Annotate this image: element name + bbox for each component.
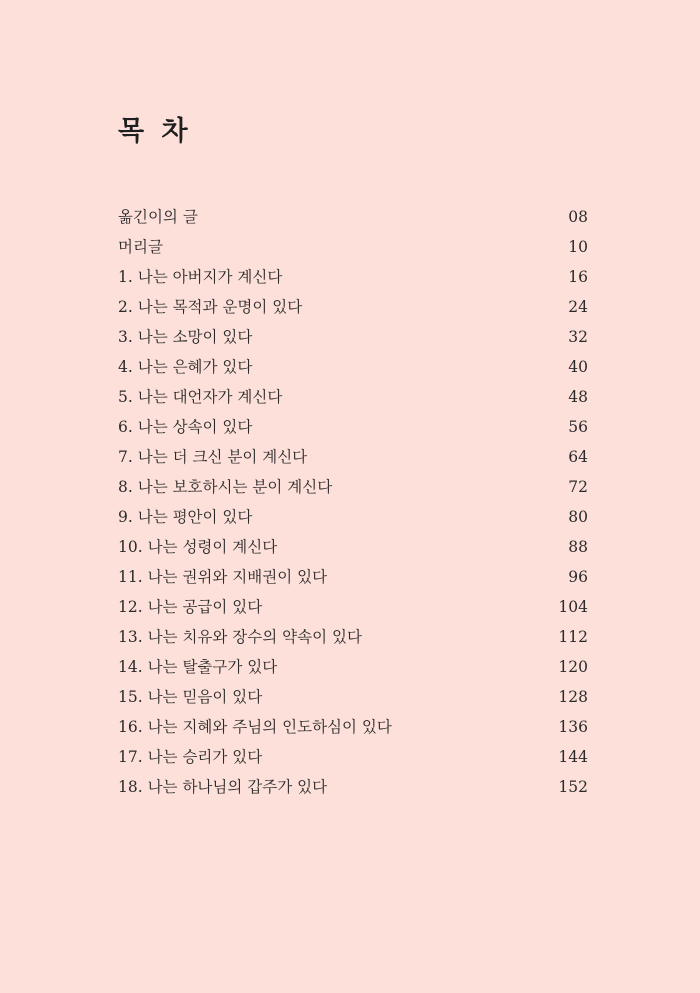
toc-entry-page: 80	[568, 508, 588, 526]
toc-entry[interactable]	[118, 232, 588, 262]
toc-entry[interactable]	[118, 412, 588, 442]
toc-entry[interactable]	[118, 562, 588, 592]
toc-entry-title: 9. 나는 평안이 있다	[118, 508, 253, 526]
toc-entry-page: 96	[568, 568, 588, 586]
toc-entry[interactable]	[118, 322, 588, 352]
toc-entry-title: 2. 나는 목적과 운명이 있다	[118, 298, 303, 316]
toc-entry-title: 머리글	[118, 238, 163, 256]
toc-entry[interactable]	[118, 502, 588, 532]
toc-entry-title: 12. 나는 공급이 있다	[118, 598, 263, 616]
toc-entry-title: 16. 나는 지혜와 주님의 인도하심이 있다	[118, 718, 392, 736]
toc-entry-page: 48	[568, 388, 588, 406]
toc-entry[interactable]	[118, 742, 588, 772]
toc-entry[interactable]	[118, 532, 588, 562]
toc-entry-page: 144	[558, 748, 588, 766]
toc-entry[interactable]	[118, 682, 588, 712]
page-title: 목 차	[118, 116, 192, 147]
toc-entry-page: 16	[568, 268, 588, 286]
toc-entry-title: 3. 나는 소망이 있다	[118, 328, 253, 346]
toc-entry-title: 7. 나는 더 크신 분이 계신다	[118, 448, 308, 466]
toc-entry-title: 6. 나는 상속이 있다	[118, 418, 253, 436]
toc-entry[interactable]	[118, 592, 588, 622]
toc-entry-page: 64	[568, 448, 588, 466]
toc-entry[interactable]	[118, 772, 588, 802]
toc-entry[interactable]	[118, 712, 588, 742]
toc-entry[interactable]	[118, 352, 588, 382]
toc-entry-title: 15. 나는 믿음이 있다	[118, 688, 263, 706]
toc-entry-title: 8. 나는 보호하시는 분이 계신다	[118, 478, 333, 496]
toc-entry[interactable]	[118, 472, 588, 502]
toc-entry-title: 1. 나는 아버지가 계신다	[118, 268, 283, 286]
toc-entry-title: 11. 나는 권위와 지배권이 있다	[118, 568, 328, 586]
toc-entry[interactable]	[118, 262, 588, 292]
toc-entry-page: 56	[568, 418, 588, 436]
toc-entry[interactable]	[118, 652, 588, 682]
toc-entry-page: 40	[568, 358, 588, 376]
toc-entry-page: 72	[568, 478, 588, 496]
toc-entry-page: 112	[558, 628, 588, 646]
toc-entry[interactable]	[118, 622, 588, 652]
toc-entry-page: 104	[558, 598, 588, 616]
toc-entry[interactable]	[118, 292, 588, 322]
toc-entry-page: 24	[568, 298, 588, 316]
toc-entry-page: 120	[558, 658, 588, 676]
toc-entry-page: 08	[568, 208, 588, 226]
toc-entry-page: 136	[558, 718, 588, 736]
toc-entry-title: 18. 나는 하나님의 갑주가 있다	[118, 778, 328, 796]
toc-entry-page: 32	[568, 328, 588, 346]
toc-entry-page: 10	[568, 238, 588, 256]
toc-entry-title: 옮긴이의 글	[118, 208, 198, 226]
toc-entry-title: 10. 나는 성령이 계신다	[118, 538, 278, 556]
table-of-contents	[118, 202, 588, 802]
toc-entry-page: 88	[568, 538, 588, 556]
toc-entry[interactable]	[118, 202, 588, 232]
toc-entry-title: 17. 나는 승리가 있다	[118, 748, 263, 766]
toc-entry-page: 152	[558, 778, 588, 796]
toc-entry-page: 128	[558, 688, 588, 706]
toc-entry-title: 5. 나는 대언자가 계신다	[118, 388, 283, 406]
toc-entry-title: 14. 나는 탈출구가 있다	[118, 658, 278, 676]
toc-entry[interactable]	[118, 382, 588, 412]
toc-entry-title: 13. 나는 치유와 장수의 약속이 있다	[118, 628, 362, 646]
toc-entry-title: 4. 나는 은혜가 있다	[118, 358, 253, 376]
toc-entry[interactable]	[118, 442, 588, 472]
